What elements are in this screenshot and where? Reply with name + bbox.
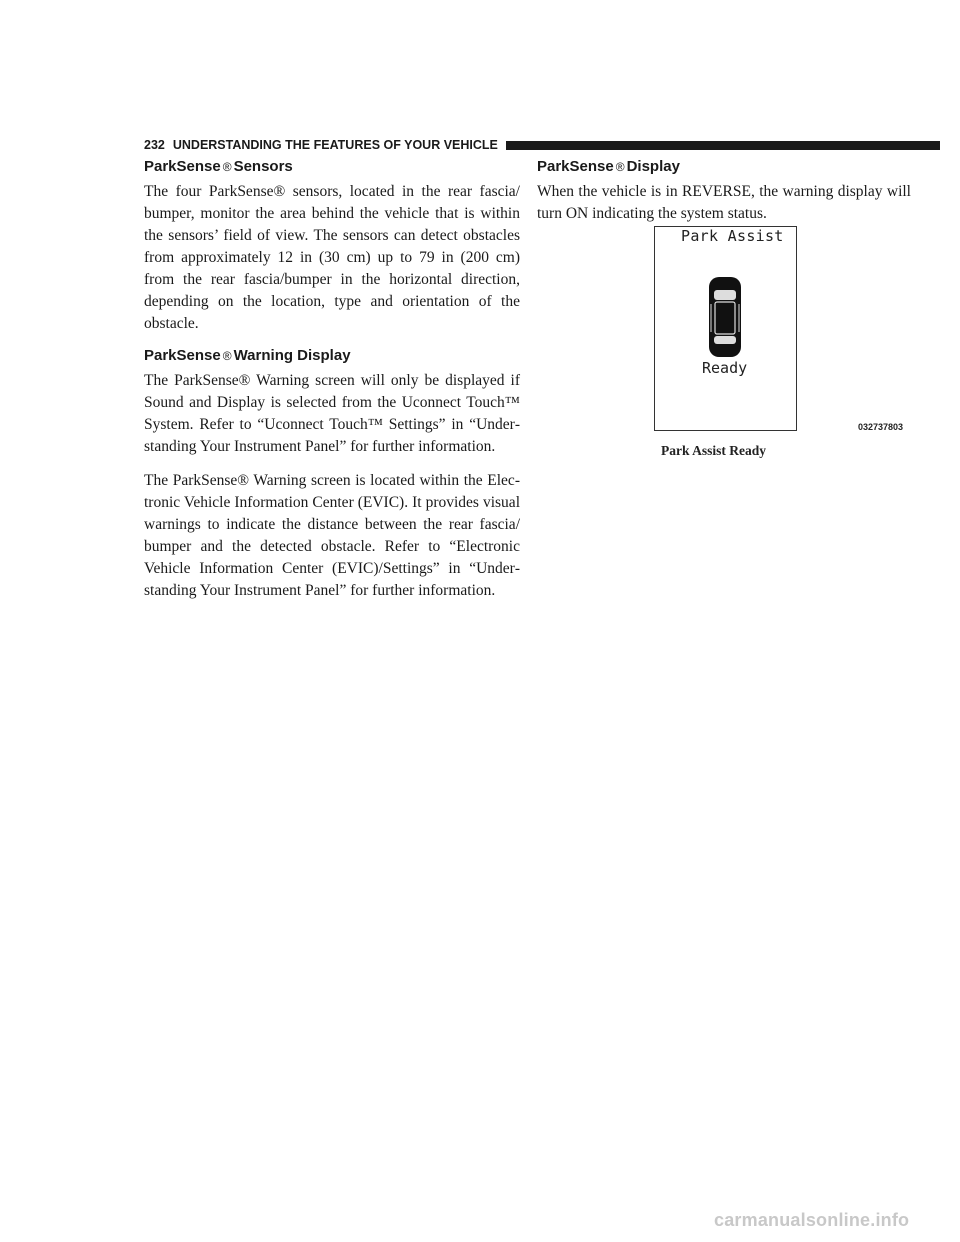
figure-code: 032737803 [858,422,904,432]
screen-status: Ready [702,359,748,377]
heading-warning-display: ParkSense ® Warning Display [144,347,351,364]
section-title: UNDERSTANDING THE FEATURES OF YOUR VEHICLE [172,138,498,152]
left-column [144,158,520,614]
park-assist-figure [654,226,906,432]
heading-sensors: ParkSense ® Sensors [144,158,293,175]
evic-screen [654,226,797,431]
page-number: 232 [144,138,165,152]
paragraph-display: When the vehicle is in REVERSE, the warning display will turn ON indicating the system status. [537,183,911,222]
car-top-view-icon [708,276,742,358]
figure-caption: Park Assist Ready [661,443,767,458]
heading-display: ParkSense ® Display [537,158,680,175]
paragraph-warning-display-2: The ParkSense® Warning screen is located within the Electronic Vehicle Information Center (EVIC). It provides visual warnings to indicate the distance between the rear fascia/ bumper and the detected obstacle. Refer to “Electronic Vehicle Information Center (EVIC)/Settings” in “Understanding Your Instrument Panel” for further information. [144,472,520,599]
page-header [144,136,940,154]
screen-title: Park Assist [681,227,784,245]
watermark: carmanualsonline.info [714,1210,910,1230]
paragraph-sensors: The four ParkSense® sensors, located in the rear fascia/ bumper, monitor the area behind the vehicle that is within the sensors’ field of view. The sensors can detect obstacles from approximately 12 in (30 cm) up to 79 in (200 cm) from the rear fascia/bumper in the horizontal direction, depending on the location, type and orientation of the obstacle. [144,183,520,332]
header-rule [506,141,940,150]
paragraph-warning-display-1: The ParkSense® Warning screen will only be displayed if Sound and Display is selected from the Uconnect Touch™ System. Refer to “Uconnect Touch™ Settings” in “Understanding Your Instrument Panel” for further information. [144,372,520,455]
